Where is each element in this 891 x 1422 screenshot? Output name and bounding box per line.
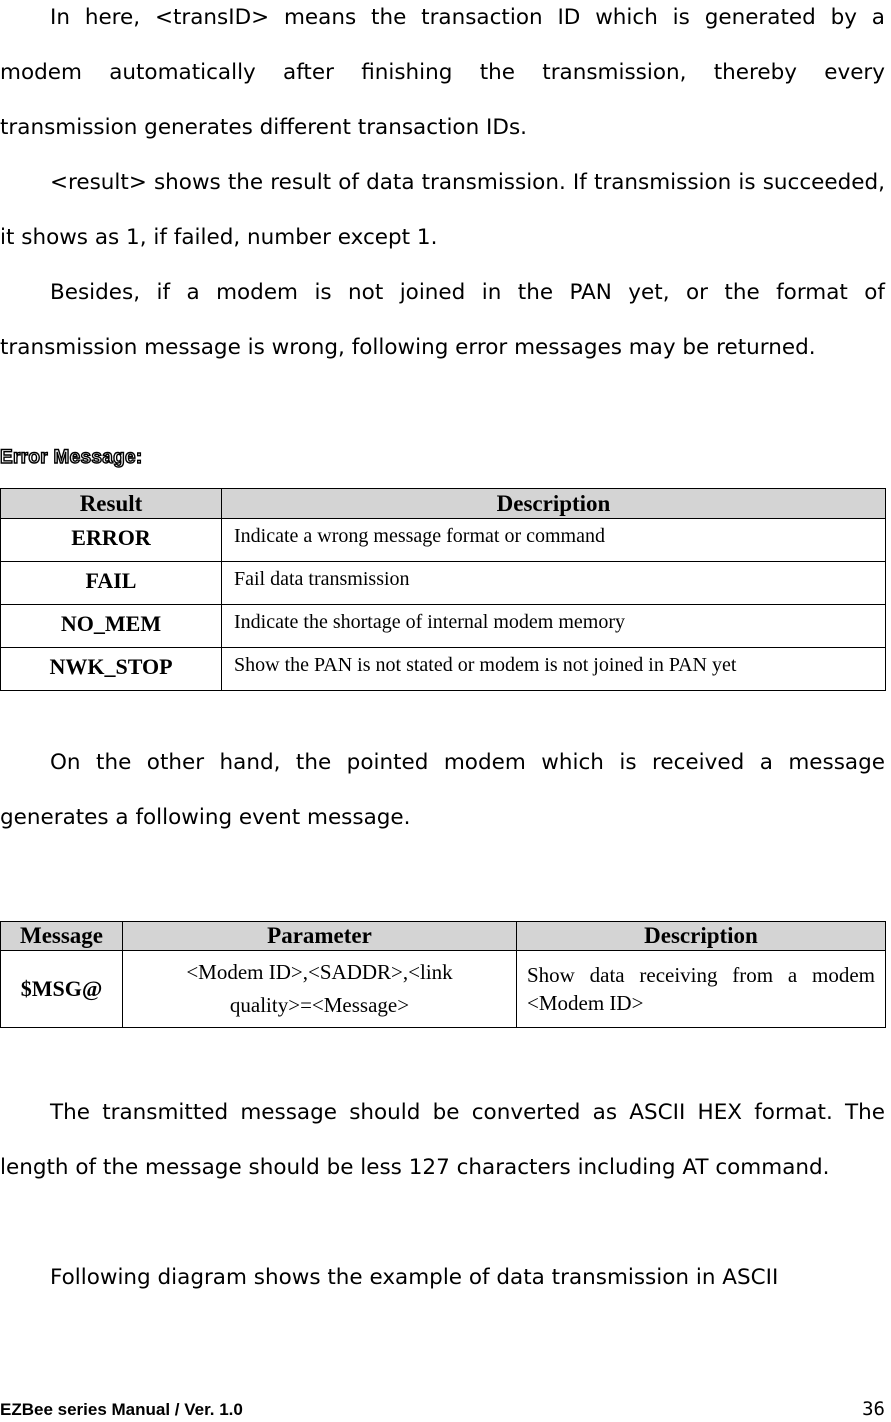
description-cell: Show data receiving from a modem <Modem ID> xyxy=(517,951,886,1028)
message-cell: $MSG@ xyxy=(1,951,123,1028)
event-table xyxy=(0,921,886,1028)
paragraph-besides: Besides, if a modem is not joined in the PAN yet, or the format of transmission message is wrong, following error messages may be returned. xyxy=(0,280,885,360)
footer-manual-title: EZBee series Manual / Ver. 1.0 xyxy=(0,1400,243,1419)
error-message-heading: Error Message: xyxy=(0,447,143,468)
header-result: Result xyxy=(1,489,222,519)
paragraph-diagram: Following diagram shows the example of data transmission in ASCII xyxy=(50,1265,779,1290)
header-parameter: Parameter xyxy=(123,922,517,951)
result-cell: ERROR xyxy=(1,519,222,562)
event-table-header xyxy=(1,922,886,951)
paragraph-ascii-hex: The transmitted message should be converted as ASCII HEX format. The length of the message should be less 127 characters including AT command. xyxy=(0,1100,885,1180)
parameter-cell: <Modem ID>,<SADDR>,<link quality>=<Message> xyxy=(123,951,517,1028)
description-cell: Indicate a wrong message format or command xyxy=(222,519,886,562)
paragraph-other-hand: On the other hand, the pointed modem which is received a message generates a following event message. xyxy=(0,750,885,830)
table-row xyxy=(1,951,886,1028)
header-message: Message xyxy=(1,922,123,951)
result-cell: NO_MEM xyxy=(1,605,222,648)
header-description: Description xyxy=(517,922,886,951)
table-row xyxy=(1,648,886,691)
result-cell: FAIL xyxy=(1,562,222,605)
description-cell: Indicate the shortage of internal modem memory xyxy=(222,605,886,648)
description-cell: Show the PAN is not stated or modem is not joined in PAN yet xyxy=(222,648,886,691)
error-table xyxy=(0,488,886,691)
table-row xyxy=(1,562,886,605)
paragraph-result: <result> shows the result of data transmission. If transmission is succeeded, it shows as 1, if failed, number except 1. xyxy=(0,170,885,250)
page-number: 36 xyxy=(862,1398,885,1420)
table-row xyxy=(1,605,886,648)
description-cell: Fail data transmission xyxy=(222,562,886,605)
error-table-header xyxy=(1,489,886,519)
table-row xyxy=(1,519,886,562)
header-description: Description xyxy=(222,489,886,519)
result-cell: NWK_STOP xyxy=(1,648,222,691)
paragraph-transid: In here, <transID> means the transaction ID which is generated by a modem automatically after finishing the transmission, thereby every transmission generates different transaction IDs. xyxy=(0,5,885,140)
